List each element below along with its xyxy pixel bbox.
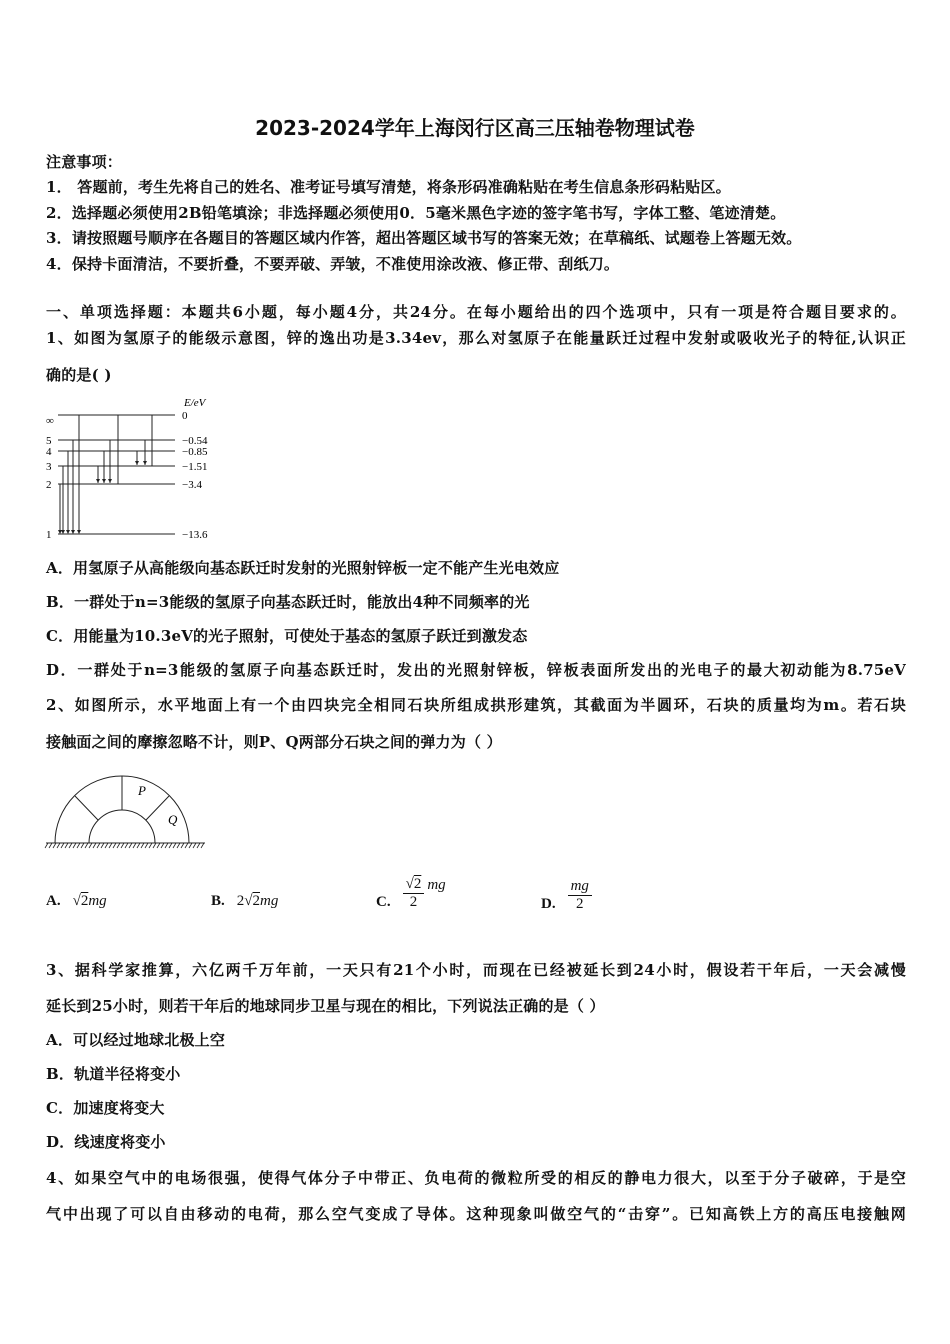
option-expr: mg xyxy=(427,877,446,893)
q4-text: 4、如果空气中的电场很强，使得气体分子中带正、负电荷的微粒所受的相反的静电力很大，以至于分子破碎，于是空 xyxy=(46,1169,906,1187)
q2-option-d xyxy=(541,878,595,913)
option-expr: mg xyxy=(88,893,107,909)
ground-hatch xyxy=(117,843,120,848)
q2-text: 2、如图所示，水平地面上有一个由四块完全相同石块所组成拱形建筑，其截面为半圆环，石块的质量均为m。若石块 xyxy=(46,696,906,714)
denominator: 2 xyxy=(409,894,418,910)
q1-text: 确的是( ) xyxy=(46,366,112,384)
ground-hatch xyxy=(61,843,64,848)
ground-hatch xyxy=(185,843,188,848)
ground-hatch xyxy=(141,843,144,848)
ground-hatch xyxy=(73,843,76,848)
note-item: 2．选择题必须使用2B铅笔填涂；非选择题必须使用0．5毫米黑色字迹的签字笔书写，字体工整、笔迹清楚。 xyxy=(46,204,786,222)
radicand: 2 xyxy=(80,893,89,909)
ground-hatch xyxy=(181,843,184,848)
q3-option-b: B．轨道半径将变小 xyxy=(46,1065,181,1083)
ground-hatch xyxy=(97,843,100,848)
q3-option-a: A．可以经过地球北极上空 xyxy=(46,1031,226,1049)
label-p: P xyxy=(138,783,146,798)
level-energy: −0.85 xyxy=(182,446,208,458)
level-n: 4 xyxy=(46,446,52,458)
q2-text: 接触面之间的摩擦忽略不计，则P、Q两部分石块之间的弹力为（ ） xyxy=(46,733,502,751)
ground-hatch xyxy=(153,843,156,848)
ground-hatch xyxy=(69,843,72,848)
ground-hatch xyxy=(201,843,204,848)
option-letter: B. xyxy=(211,893,225,909)
q3-option-c: C．加速度将变大 xyxy=(46,1099,165,1117)
numerator: mg xyxy=(568,878,592,896)
option-expr: mg xyxy=(260,893,279,909)
q2-option-b xyxy=(211,893,278,910)
ground-hatch xyxy=(45,843,48,848)
section-heading: 一、单项选择题：本题共6小题，每小题4分，共24分。在每小题给出的四个选项中，只有一项是符合题目要求的。 xyxy=(46,303,906,321)
level-n: ∞ xyxy=(46,415,54,427)
level-n: 1 xyxy=(46,529,52,541)
level-n: 2 xyxy=(46,479,52,491)
radicand: 2 xyxy=(252,893,260,909)
ground-hatch xyxy=(129,843,132,848)
ground-hatch xyxy=(105,843,108,848)
ground-hatch xyxy=(77,843,80,848)
q1-option-d: D．一群处于n=3能级的氢原子向基态跃迁时，发出的光照射锌板，锌板表面所发出的光电子的最大初动能为8.75eV xyxy=(46,661,906,679)
ground-hatch xyxy=(157,843,160,848)
note-item: 3．请按照题号顺序在各题目的答题区域内作答，超出答题区域书写的答案无效；在草稿纸、试题卷上答题无效。 xyxy=(46,229,802,247)
ground-hatch xyxy=(81,843,84,848)
ground-hatch xyxy=(133,843,136,848)
level-n: 3 xyxy=(46,461,52,473)
page-title: 2023-2024学年上海闵行区高三压轴卷物理试卷 xyxy=(255,116,695,140)
option-letter: A. xyxy=(46,893,61,909)
energy-level-diagram xyxy=(40,390,240,545)
ground-hatch xyxy=(85,843,88,848)
ground-hatch xyxy=(165,843,168,848)
ground-hatch xyxy=(125,843,128,848)
ground-hatch xyxy=(149,843,152,848)
ground-hatch xyxy=(137,843,140,848)
ground-hatch xyxy=(49,843,52,848)
label-q: Q xyxy=(168,812,178,827)
option-letter: C. xyxy=(376,894,391,910)
q3-text: 延长到25小时，则若干年后的地球同步卫星与现在的相比，下列说法正确的是（ ） xyxy=(46,997,605,1015)
level-energy: −1.51 xyxy=(182,461,208,473)
ground-hatch xyxy=(57,843,60,848)
q1-option-c: C．用能量为10.3eV的光子照射，可使处于基态的氢原子跃迁到激发态 xyxy=(46,627,528,645)
ground-hatch xyxy=(193,843,196,848)
ground-hatch xyxy=(169,843,172,848)
denominator: 2 xyxy=(576,896,584,912)
ground-hatch xyxy=(173,843,176,848)
ground-hatch xyxy=(189,843,192,848)
energy-unit-label: E/eV xyxy=(184,397,206,409)
note-item: 4．保持卡面清洁，不要折叠，不要弄破、弄皱，不准使用涂改液、修正带、刮纸刀。 xyxy=(46,255,620,273)
ground-hatch xyxy=(101,843,104,848)
sqrt-icon: √ xyxy=(244,893,253,909)
q2-option-c: C. $\frac{√2}{2}$ mg xyxy=(376,876,446,910)
ground-hatch xyxy=(109,843,112,848)
coefficient: 2 xyxy=(236,893,245,909)
ground-hatch xyxy=(89,843,92,848)
q3-text: 3、据科学家推算，六亿两千万年前，一天只有21个小时，而现在已经被延长到24小时，假设若干年后，一天会减慢 xyxy=(46,961,906,979)
q2-option-a xyxy=(46,893,107,910)
q4-text: 气中出现了可以自由移动的电荷，那么空气变成了导体。这种现象叫做空气的“击穿”。已知高铁上方的高压电接触网 xyxy=(46,1205,906,1223)
level-energy: −0.54 xyxy=(182,435,208,447)
ground-hatch xyxy=(161,843,164,848)
q1-text: 1、如图为氢原子的能级示意图，锌的逸出功是3.34ev，那么对氢原子在能量跃迁过程中发射或吸收光子的特征,认识正 xyxy=(46,329,906,347)
ground-hatch xyxy=(65,843,68,848)
level-energy: −3.4 xyxy=(182,479,202,491)
ground-hatch xyxy=(53,843,56,848)
notes-heading: 注意事项： xyxy=(46,153,123,171)
ground-hatch xyxy=(145,843,148,848)
q1-option-b: B．一群处于n=3能级的氢原子向基态跃迁时，能放出4种不同频率的光 xyxy=(46,593,530,611)
level-energy: −13.6 xyxy=(182,529,208,541)
ground-hatch xyxy=(197,843,200,848)
ground-hatch xyxy=(113,843,116,848)
ground-hatch xyxy=(177,843,180,848)
q3-option-d: D．线速度将变小 xyxy=(46,1133,166,1151)
radicand: 2 xyxy=(413,876,422,892)
q1-option-a: A．用氢原子从高能级向基态跃迁时发射的光照射锌板一定不能产生光电效应 xyxy=(46,559,560,577)
sqrt-icon: √ xyxy=(72,893,81,909)
note-item: 1． 答题前，考生先将自己的姓名、准考证号填写清楚，将条形码准确粘贴在考生信息条形码粘贴区。 xyxy=(46,178,731,196)
ground-hatch xyxy=(121,843,124,848)
level-energy: 0 xyxy=(182,410,188,422)
option-letter: D. xyxy=(541,896,556,912)
level-n: 5 xyxy=(46,435,52,447)
arch-figure xyxy=(40,760,240,855)
ground-hatch xyxy=(93,843,96,848)
